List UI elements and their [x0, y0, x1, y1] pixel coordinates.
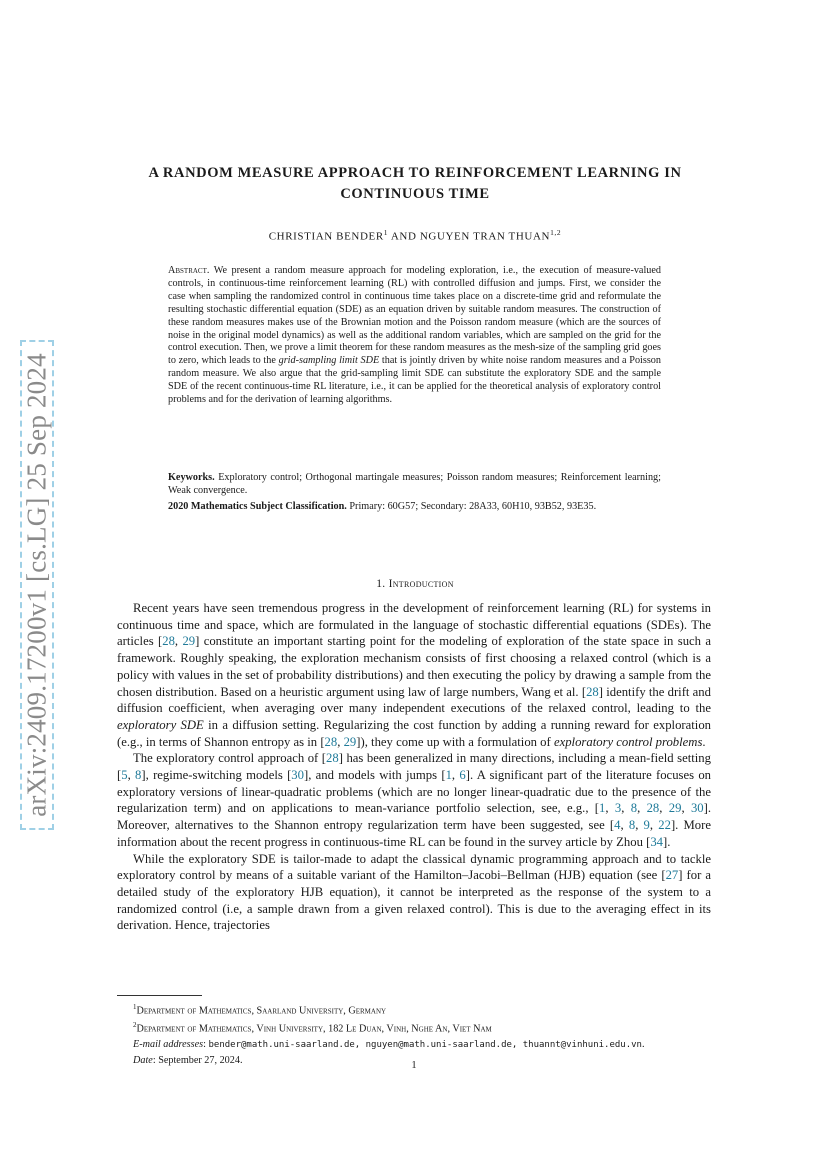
citation-link[interactable]: 28: [324, 734, 338, 749]
citation-link[interactable]: 8: [630, 801, 638, 816]
emphasis: exploratory control problems: [553, 734, 703, 749]
msc-text: Primary: 60G57; Secondary: 28A33, 60H10, 93B52, 93E35.: [346, 501, 597, 512]
section-title: Introduction: [388, 578, 454, 590]
abstract-emphasis: grid-sampling limit SDE: [278, 355, 380, 367]
section-heading: [110, 578, 720, 590]
author-name: NGUYEN TRAN THUAN: [419, 230, 551, 243]
msc-label: 2020 Mathematics Subject Classification.: [168, 501, 347, 512]
author-list: [110, 228, 720, 243]
citation-link[interactable]: 8: [628, 818, 636, 833]
text-run: ,: [621, 801, 631, 816]
text-run: ,: [337, 734, 344, 749]
text-run: ,: [127, 768, 136, 783]
footnote-emails: [133, 1037, 713, 1053]
text-run: ]. Moreover, alternatives to the Shannon entropy regularization term have been suggested, see [: [117, 801, 712, 833]
affiliation-mark: 1: [383, 228, 389, 237]
citation-link[interactable]: 29: [668, 801, 682, 816]
abstract-text-part: We present a random measure approach for modeling exploration, i.e., the execution of measure-valued controls, in continuous-time reinforcement learning (RL) with controlled diffusion and jumps. First, we consider the case when sampling the randomized control in continuous time takes place on a discrete-time grid and reformulate the resulting stochastic differential equation (SDE) as an equation driven by suitable random measures. The construction of these random measures makes use of the Brownian motion and the Poisson random measure (which are the sources of noise in the original model dynamics) as well as the additional random variables, which are sampled on the grid for the control execution. Then, we prove a limit theorem for these random measures as the mesh-size of the sampling grid goes to zero, which leads to the: [168, 265, 661, 367]
footnote-text: Department of Mathematics, Vinh University, 182 Le Duan, Vinh, Nghe An, Viet Nam: [136, 1023, 492, 1035]
text-run: ], and models with jumps [: [303, 768, 446, 783]
text-run: ] constitute an important starting point for the modeling of exploration of the state space in such a framework. Roughly speaking, the exploration mechanism consists of first choosing a relaxed control (which is a policy with values in the set of probability distributions) and then executing the policy by drawing a sample from the chosen distribution. Based on a heuristic argument using law of large numbers, Wang et al. [: [117, 634, 711, 699]
abstract-label: Abstract.: [168, 265, 210, 276]
author-conjunction: AND: [388, 230, 420, 243]
text-run: While the exploratory SDE is tailor-made to adapt the classical dynamic programming approach and to tackle exploratory control by means of a suitable variant of the Hamilton–Jacobi–Bellman (HJB) equation (see [: [117, 851, 711, 883]
arxiv-identifier: arXiv:2409.17200v1 [cs.LG] 25 Sep 2024: [21, 353, 52, 817]
citation-link[interactable]: 27: [665, 868, 679, 883]
citation-link[interactable]: 29: [343, 734, 357, 749]
footnote-mark: 2: [133, 1021, 137, 1030]
abstract: [168, 265, 661, 407]
citation-link[interactable]: 3: [614, 801, 622, 816]
email-separator: :: [203, 1038, 209, 1050]
arxiv-stamp[interactable]: [20, 340, 54, 830]
author-name: CHRISTIAN BENDER: [268, 230, 384, 243]
citation-link[interactable]: 28: [646, 801, 660, 816]
text-run: ,: [174, 634, 183, 649]
footnote-affiliation-1: [133, 1000, 713, 1018]
page-number: 1: [411, 1060, 417, 1071]
text-run: ,: [620, 818, 629, 833]
keywords-text: Exploratory control; Orthogonal martingale measures; Poisson random measures; Reinforcement learning; Weak convergence.: [168, 472, 661, 496]
text-run: ], regime-switching models [: [141, 768, 292, 783]
citation-link[interactable]: 4: [614, 818, 621, 833]
date-text: : September 27, 2024.: [152, 1054, 243, 1066]
citation-link[interactable]: 1: [599, 801, 606, 816]
citation-link[interactable]: 9: [643, 818, 650, 833]
text-run: The exploratory control approach of [: [133, 751, 327, 766]
text-run: ,: [635, 818, 644, 833]
date-label: Date: [133, 1054, 153, 1066]
text-run: ,: [451, 768, 460, 783]
citation-link[interactable]: 30: [690, 801, 704, 816]
footnote-mark: 1: [133, 1003, 137, 1011]
citation-link[interactable]: 5: [121, 768, 128, 783]
footnote-text: Department of Mathematics, Saarland University, Germany: [136, 1005, 387, 1017]
text-run: ] identify the drift and diffusion coefficient, when averaging over many independent executions of the relaxed control, leading to the: [117, 684, 711, 716]
text-run: ,: [681, 801, 691, 816]
email-end: .: [641, 1038, 645, 1050]
title-line-1: A RANDOM MEASURE APPROACH TO REINFORCEMENT LEARNING IN: [148, 165, 682, 181]
text-run: ]. A significant part of the literature focuses on exploratory versions of linear-quadratic problems (which are no longer linear-quadratic due to the presence of the regularization term) and on applications to mean-variance portfolio selection, see, e.g., [: [117, 768, 712, 816]
citation-link[interactable]: 8: [135, 768, 142, 783]
text-run: .: [702, 734, 706, 749]
citation-link[interactable]: 28: [326, 751, 339, 766]
section-number: 1.: [376, 578, 389, 590]
footnote-rule: [117, 995, 202, 996]
citation-link[interactable]: 6: [459, 768, 466, 783]
text-run: Recent years have seen tremendous progress in the development of reinforcement learning (RL) for systems in continuous time and space, which are formulated in the language of stochastic differential equations (SDEs). The articles [: [117, 601, 711, 649]
paragraph: [117, 750, 711, 850]
msc-classification: [168, 500, 661, 513]
paragraph: [117, 600, 711, 750]
text-run: ].: [663, 834, 671, 849]
text-run: ,: [637, 801, 647, 816]
citation-link[interactable]: 34: [650, 834, 664, 849]
paper-title: [110, 163, 720, 205]
text-run: ] for a detailed study of the exploratory HJB equation), it cannot be interpreted as the response of the system to a randomized control (i.e, a sample drawn from a given relaxed control). This is due to the averaging effect in its derivation. Hence, trajectories: [117, 868, 712, 933]
paragraph: [117, 851, 711, 935]
affiliation-mark: 1,2: [550, 228, 562, 237]
text-run: ,: [659, 801, 669, 816]
emphasis: exploratory SDE: [117, 717, 204, 732]
citation-link[interactable]: 29: [182, 634, 196, 649]
citation-link[interactable]: 1: [445, 768, 452, 783]
email-label: E-mail addresses: [133, 1038, 204, 1050]
footnote-affiliation-2: [133, 1018, 713, 1036]
text-run: ] has been generalized in many directions, including a mean-field setting [: [117, 751, 711, 783]
citation-link[interactable]: 28: [162, 634, 175, 649]
abstract-text: [168, 265, 661, 407]
abstract-text-part: that is jointly driven by white noise random measures and a Poisson random measure. We also argue that the grid-sampling limit SDE can substitute the exploratory SDE and the sample SDE of the recent continuous-time RL literature, i.e., it can be applied for the theoretical analysis of exploratory control problems and for the derivation of learning algorithms.: [168, 355, 661, 406]
title-line-2: CONTINUOUS TIME: [340, 186, 490, 202]
footnotes: [133, 1000, 713, 1068]
keywords: [168, 471, 661, 497]
citation-link[interactable]: 22: [658, 818, 671, 833]
keywords-label: Keyworks.: [168, 472, 215, 483]
body-text: [117, 600, 711, 934]
citation-link[interactable]: 28: [586, 684, 599, 699]
text-run: ,: [649, 818, 659, 833]
text-run: in a diffusion setting. Regularizing the cost function by adding a running reward for exploration (e.g., in terms of Shannon entropy as in [: [117, 717, 712, 749]
email-addresses[interactable]: bender@math.uni-saarland.de, nguyen@math.uni-saarland.de, thuannt@vinhuni.edu.vn: [208, 1039, 642, 1050]
text-run: ]. More information about the recent progress in continuous-time RL can be found in the survey article by Zhou [: [117, 818, 711, 849]
text-run: ]), they come up with a formulation of: [356, 734, 554, 749]
citation-link[interactable]: 30: [291, 768, 304, 783]
text-run: ,: [605, 801, 615, 816]
